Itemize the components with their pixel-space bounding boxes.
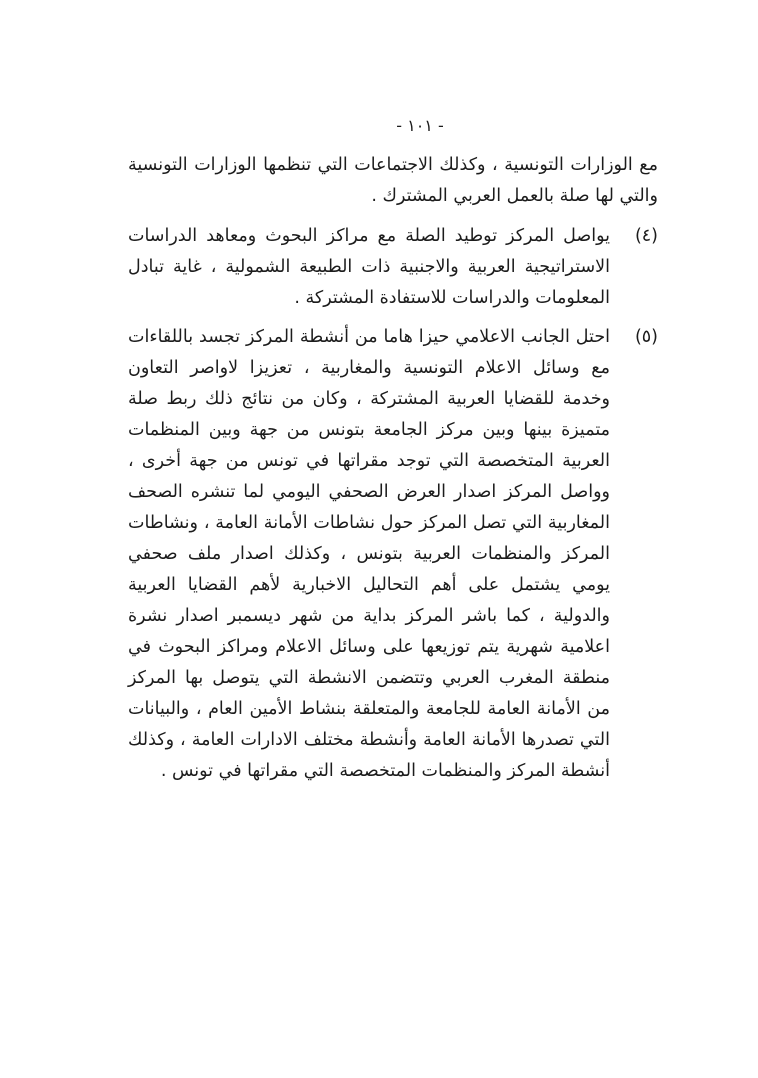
list-item-4 [128,221,658,314]
item-4-text: يواصل المركز توطيد الصلة مع مراكز البحوث ومعاهد الدراسات الاستراتيجية العربية والاجنبية ذات الطبيعة الشمولية ، غاية تبادل المعلومات والدراسات للاستفادة المشتركة . [128,226,610,308]
page-number: - ١٠١ - [396,116,444,135]
list-item-5 [128,322,658,787]
item-4-marker: (٤) [634,226,658,246]
item-5-text: احتل الجانب الاعلامي حيزا هاما من أنشطة المركز تجسد باللقاءات مع وسائل الاعلام التونسية والمغاربية ، تعزيزا لاواصر التعاون وخدمة للقضايا العربية المشتركة ، وكان من نتائج ذلك ربط صلة متميزة بينها وبين مركز الجامعة بتونس من جهة وبين المنظمات العربية المتخصصة التي توجد مقراتها في تونس من جهة أخرى ، وواصل المركز اصدار العرض الصحفي اليومي لما تنشره الصحف المغاربية التي تصل المركز حول نشاطات الأمانة العامة ، ونشاطات المركز والمنظمات العربية بتونس ، وكذلك اصدار ملف صحفي يومي يشتمل على أهم التحاليل الاخبارية لأهم القضايا العربية والدولية ، كما باشر المركز بداية من شهر ديسمبر اصدار نشرة اعلامية شهرية يتم توزيعها على وسائل الاعلام ومراكز البحوث في منطقة المغرب العربي وتتضمن الانشطة التي يتوصل بها المركز من الأمانة العامة للجامعة والمتعلقة بنشاط الأمين العام ، والبيانات التي تصدرها الأمانة العامة وأنشطة مختلف الادارات العامة ، وكذلك أنشطة المركز والمنظمات المتخصصة التي مقراتها في تونس . [128,327,610,781]
item-5-marker: (٥) [634,327,658,347]
document-body [128,150,658,795]
continuation-paragraph: مع الوزارات التونسية ، وكذلك الاجتماعات التي تنظمها الوزارات التونسية والتي لها صلة بالعمل العربي المشترك . [128,155,658,206]
